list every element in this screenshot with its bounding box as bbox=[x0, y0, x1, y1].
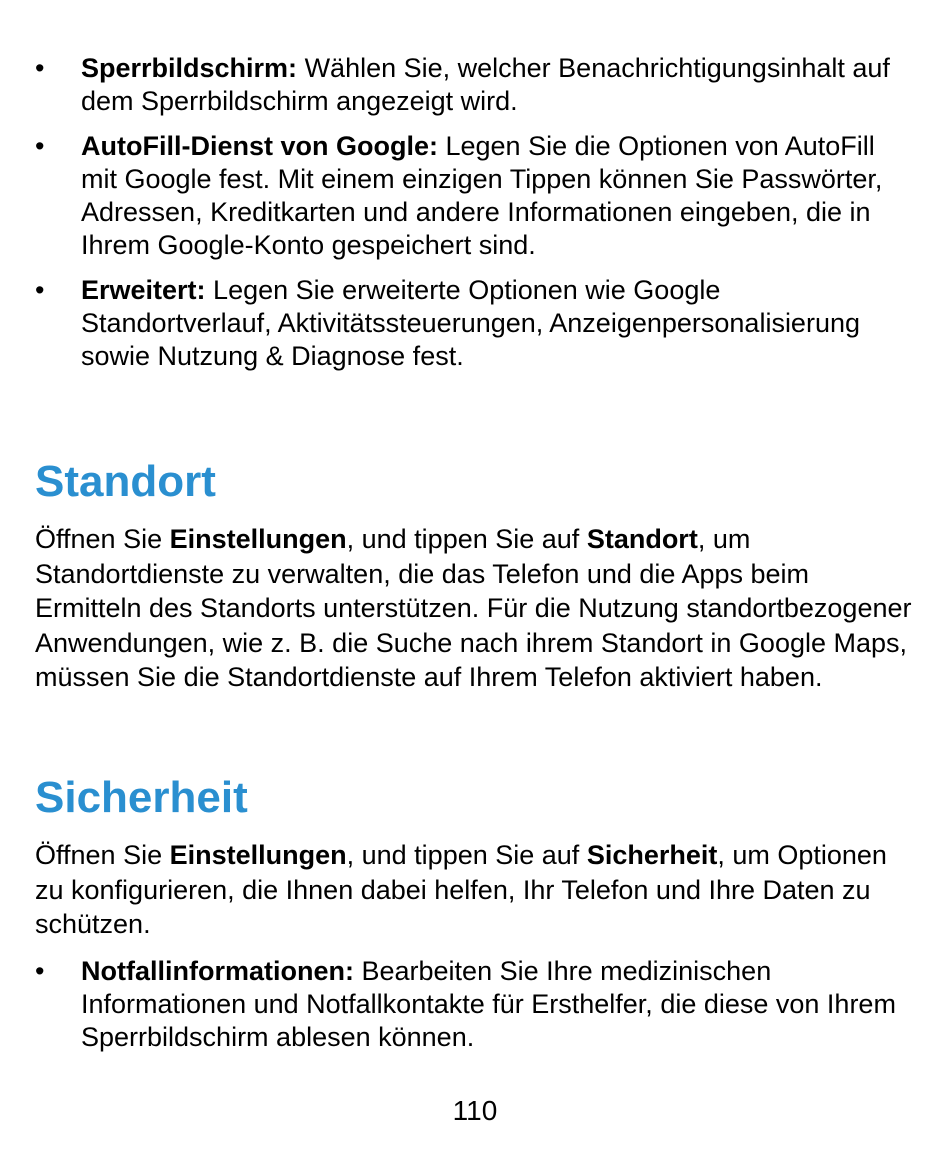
security-bullet-list bbox=[35, 955, 915, 1066]
para-text: , um Standortdienste zu verwalten, die das Telefon und die Apps beim Ermitteln des Standorts unterstützen. Für die Nutzung standortbezogener Anwendungen, wie z. B. die Suche nach ihrem Standort in Google Maps, müssen Sie die Standortdienste auf Ihrem Telefon aktiviert haben. bbox=[35, 524, 912, 692]
para-text: Öffnen Sie bbox=[35, 840, 170, 870]
list-item-notfallinformationen bbox=[35, 955, 915, 1054]
section-heading-standort: Standort bbox=[35, 457, 216, 506]
para-bold-sicherheit: Sicherheit bbox=[586, 840, 718, 870]
bullet-icon: • bbox=[35, 956, 45, 986]
para-text: , um Optionen zu konfigurieren, die Ihnen dabei helfen, Ihr Telefon und Ihre Daten zu schützen. bbox=[35, 840, 887, 939]
item-text: Bearbeiten Sie Ihre medizinischen Informationen und Notfallkontakte für Ersthelfer, die diese von Ihrem Sperrbildschirm ablesen können. bbox=[81, 956, 896, 1052]
list-item-erweitert bbox=[35, 274, 915, 373]
paragraph-standort bbox=[35, 522, 915, 695]
item-text: Legen Sie die Optionen von AutoFill mit Google fest. Mit einem einzigen Tippen können Sie Passwörter, Adressen, Kreditkarten und andere Informationen eingeben, die in Ihrem Google-Konto gespeichert sind. bbox=[81, 131, 883, 260]
item-term: Sperrbildschirm: bbox=[81, 53, 298, 83]
para-text: Öffnen Sie bbox=[35, 524, 170, 554]
bullet-icon: • bbox=[35, 131, 45, 161]
section-heading-sicherheit: Sicherheit bbox=[35, 773, 248, 822]
para-text: , und tippen Sie auf bbox=[346, 524, 587, 554]
item-term: AutoFill-Dienst von Google: bbox=[81, 131, 438, 161]
bullet-icon: • bbox=[35, 53, 45, 83]
paragraph-sicherheit bbox=[35, 838, 915, 942]
list-item-autofill bbox=[35, 130, 915, 262]
settings-bullet-list bbox=[35, 52, 915, 385]
page-number: 110 bbox=[452, 1095, 498, 1126]
list-item-sperrbildschirm bbox=[35, 52, 915, 118]
item-text: Legen Sie erweiterte Optionen wie Google Standortverlauf, Aktivitätssteuerungen, Anzeigenpersonalisierung sowie Nutzung & Diagnose fest. bbox=[81, 275, 860, 371]
item-text: Wählen Sie, welcher Benachrichtigungsinhalt auf dem Sperrbildschirm angezeigt wird. bbox=[81, 53, 890, 116]
para-bold-einstellungen: Einstellungen bbox=[169, 524, 347, 554]
para-text: , und tippen Sie auf bbox=[346, 840, 587, 870]
item-term: Erweitert: bbox=[81, 275, 206, 305]
para-bold-einstellungen: Einstellungen bbox=[169, 840, 347, 870]
item-term: Notfallinformationen: bbox=[81, 956, 354, 986]
bullet-icon: • bbox=[35, 275, 45, 305]
para-bold-standort: Standort bbox=[586, 524, 698, 554]
